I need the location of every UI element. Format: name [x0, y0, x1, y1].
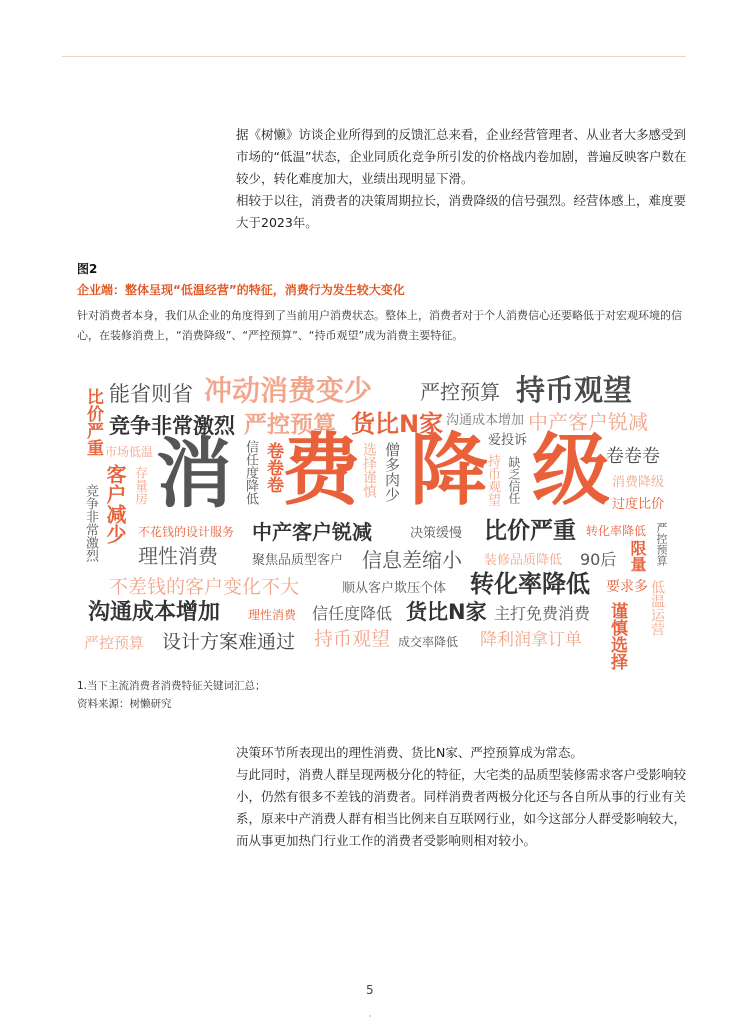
cloud-word: 选择谨慎	[361, 442, 377, 498]
cloud-word: 消费降级	[612, 475, 665, 490]
cloud-word: 消	[156, 429, 232, 518]
cloud-word: 过度比价	[612, 497, 665, 512]
closing-paragraph-2: 与此同时，消费人群呈现两极分化的特征，大宅类的品质型装修需求客户受影响较小，仍然有很多不差钱的消费者。同样消费者两极分化还与各自所从事的行业有关系，原来中产消费人群有相当比例来自互联网行业，如今这部分人群受影响较大，而从事更加热门行业工作的消费者受影响则相对较小。	[236, 767, 687, 848]
cloud-word: 信任度降低	[243, 440, 258, 505]
cloud-word: 理性消费	[138, 544, 218, 568]
figure-label: 图2	[77, 262, 98, 276]
cloud-word: 冲动消费变少	[204, 374, 373, 407]
cloud-word: 设计方案难通过	[162, 631, 296, 653]
cloud-word: 卷卷卷	[606, 446, 660, 467]
cloud-word: 严控预算	[420, 380, 500, 404]
cloud-word: 不花钱的设计服务	[138, 525, 235, 539]
cloud-word: 僧多肉少	[383, 442, 401, 502]
cloud-word: 爱投诉	[488, 433, 528, 448]
intro-paragraph-2: 相较于以往，消费者的决策周期拉长，消费降级的信号强烈。经营体感上，难度要大于2023年。	[236, 193, 687, 230]
figure-source: 资料来源：树懒研究	[77, 698, 172, 710]
cloud-word: 竞争非常激烈	[83, 484, 98, 562]
cloud-word: 降	[410, 426, 489, 516]
cloud-word: 信息差缩小	[362, 548, 462, 572]
cloud-word: 持币观望	[485, 454, 500, 506]
cloud-word: 存量房	[132, 466, 147, 505]
cloud-word: 转化率降低	[470, 570, 590, 598]
cloud-word: 沟通成本增加	[88, 600, 221, 625]
cloud-word: 信任度降低	[312, 604, 393, 623]
figure-title: 企业端：整体呈现“低温经营”的特征，消费行为发生较大变化	[77, 283, 405, 297]
cloud-word: 比价严重	[83, 388, 103, 456]
cloud-word: 能省则省	[109, 382, 193, 406]
cloud-word: 比价严重	[484, 518, 576, 544]
cloud-word: 降利润拿订单	[480, 630, 582, 650]
intro-paragraph-1: 据《树懒》访谈企业所得到的反馈汇总来看，企业经营管理者、从业者大多感受到市场的“低温”状态，企业同质化竞争所引发的价格战内卷加剧，普遍反映客户数在较少，转化难度加大，业绩出现明显下滑。	[236, 127, 687, 186]
intro-text	[236, 124, 688, 234]
cloud-word: 严控预算	[655, 522, 668, 566]
cloud-word: 持币观望	[314, 628, 391, 650]
footer-dot	[369, 1015, 371, 1017]
cloud-word: 不差钱的客户变化不大	[109, 576, 300, 598]
cloud-word: 理性消费	[248, 608, 297, 622]
cloud-word: 90后	[580, 550, 617, 569]
top-divider	[62, 56, 686, 57]
cloud-word: 市场低温	[105, 445, 154, 459]
cloud-word: 货比N家	[351, 410, 444, 438]
page-number: 5	[366, 983, 374, 997]
cloud-word: 竞争非常激烈	[109, 414, 235, 438]
cloud-word: 中产客户锐减	[528, 410, 648, 434]
cloud-word: 持币观望	[516, 373, 633, 407]
cloud-word: 沟通成本增加	[446, 413, 525, 428]
cloud-word: 低温运营	[649, 580, 665, 636]
cloud-word: 成交率降低	[398, 635, 459, 649]
cloud-word: 聚焦品质型客户	[252, 553, 344, 568]
cloud-word: 转化率降低	[586, 524, 647, 538]
cloud-word: 顺从客户欺压个体	[342, 581, 447, 596]
cloud-word: 缺乏信任	[507, 456, 521, 504]
keyword-word-cloud	[76, 366, 696, 670]
closing-text	[236, 742, 688, 852]
cloud-word: 费	[282, 426, 361, 516]
cloud-word: 限量	[628, 540, 647, 572]
cloud-word: 谨慎选择	[607, 602, 627, 670]
cloud-word: 客户减少	[103, 464, 127, 544]
figure-note: 1.当下主流消费者消费特征关键词汇总；	[77, 680, 266, 692]
cloud-word: 装修品质降低	[484, 553, 563, 568]
figure-description: 针对消费者本身，我们从企业的角度得到了当前用户消费状态。整体上，消费者对于个人消费信心还要略低于对宏观环境的信心，在装修消费上，“消费降级”、“严控预算”、“持币观望”成为消费主要特征。	[77, 309, 682, 342]
cloud-word: 货比N家	[406, 600, 487, 624]
cloud-word: 要求多	[606, 579, 648, 595]
closing-paragraph-1: 决策环节所表现出的理性消费、货比N家、严控预算成为常态。	[236, 745, 583, 760]
cloud-word: 中产客户锐减	[252, 520, 372, 544]
cloud-word: 卷卷卷	[263, 442, 283, 493]
cloud-word: 级	[532, 426, 611, 516]
cloud-word: 决策缓慢	[410, 526, 463, 541]
cloud-word: 严控预算	[244, 412, 336, 438]
cloud-word: 主打免费消费	[494, 604, 591, 623]
cloud-word: 严控预算	[84, 634, 145, 652]
